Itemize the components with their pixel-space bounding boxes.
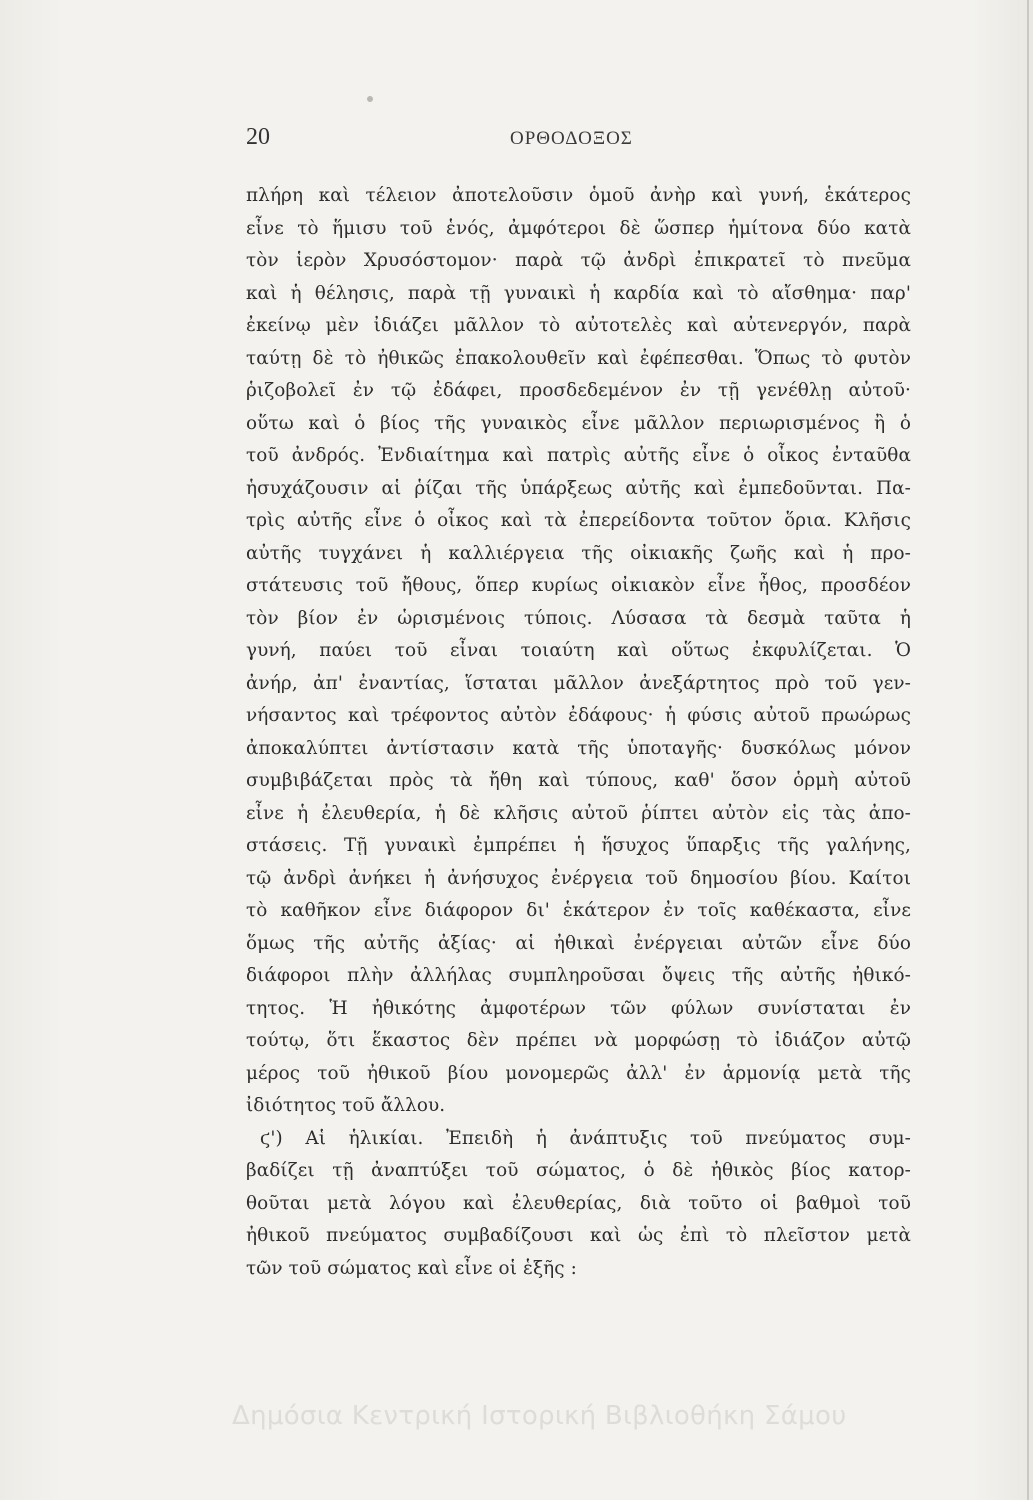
text-line: ἠθικοῦ πνεύματος συμβαδίζουσι καὶ ὡς ἐπὶ τὸ πλεῖστον μετὰ bbox=[246, 1225, 911, 1246]
text-line: τὸ καθῆκον εἶνε διάφορον δι' ἑκάτερον ἐν τοῖς καθέκαστα, εἶνε bbox=[246, 900, 911, 921]
text-line: ἀποκαλύπτει ἀντίστασιν κατὰ τῆς ὑποταγῆς· δυσκόλως μόνον bbox=[246, 737, 911, 759]
text-line: εἶνε τὸ ἥμισυ τοῦ ἑνός, ἀμφότεροι δὲ ὥσπερ ἡμίτονα δύο κατὰ bbox=[246, 217, 911, 239]
text-line: ὅμως τῆς αὐτῆς ἀξίας· αἱ ἠθικαὶ ἐνέργειαι αὐτῶν εἶνε δύο bbox=[246, 932, 911, 954]
text-line: εἶνε ἡ ἐλευθερία, ἡ δὲ κλῆσις αὐτοῦ ῥίπτει αὐτὸν εἰς τὰς ἀπο- bbox=[246, 802, 911, 824]
paper-speck bbox=[367, 96, 373, 102]
text-line: αὐτῆς τυγχάνει ἡ καλλιέργεια τῆς οἰκιακῆς ζωῆς καὶ ἡ προ- bbox=[246, 542, 911, 564]
text-line: ταύτῃ δὲ τὸ ἠθικῶς ἐπακολουθεῖν καὶ ἐφέπεσθαι. Ὅπως τὸ φυτὸν bbox=[246, 347, 911, 369]
text-line: οὕτω καὶ ὁ βίος τῆς γυναικὸς εἶνε μᾶλλον περιωρισμένος ἢ ὁ bbox=[246, 412, 911, 434]
text-line: ἀνήρ, ἀπ' ἐναντίας, ἵσταται μᾶλλον ἀνεξάρτητος πρὸ τοῦ γεν- bbox=[246, 672, 911, 694]
text-line: τοῦ ἀνδρός. Ἐνδιαίτημα καὶ πατρὶς αὐτῆς εἶνε ὁ οἶκος ἐνταῦθα bbox=[246, 445, 911, 466]
text-line: πλήρη καὶ τέλειον ἀποτελοῦσιν ὁμοῦ ἀνὴρ καὶ γυνή, ἑκάτερος bbox=[246, 185, 911, 206]
text-line: τούτῳ, ὅτι ἕκαστος δὲν πρέπει νὰ μορφώσῃ τὸ ἰδιάζον αὐτῷ bbox=[246, 1030, 911, 1051]
text-line: τρὶς αὐτῆς εἶνε ὁ οἶκος καὶ τὰ ἐπερείδοντα τοῦτον ὅρια. Κλῆσις bbox=[246, 510, 911, 531]
text-line: μέρος τοῦ ἠθικοῦ βίου μονομερῶς ἀλλ' ἐν ἁρμονίᾳ μετὰ τῆς bbox=[246, 1062, 911, 1084]
text-line: γυνή, παύει τοῦ εἶναι τοιαύτη καὶ οὕτως ἐκφυλίζεται. Ὁ bbox=[246, 640, 911, 661]
library-watermark: Δημόσια Κεντρική Ιστορική Βιβλιοθήκη Σάμου bbox=[232, 1401, 847, 1431]
text-line: τητος. Ἡ ἠθικότης ἀμφοτέρων τῶν φύλων συνίσταται ἐν bbox=[246, 997, 911, 1019]
text-line: ῥιζοβολεῖ ἐν τῷ ἐδάφει, προσδεδεμένον ἐν τῇ γενέθλῃ αὐτοῦ· bbox=[246, 380, 911, 401]
text-line: τῷ ἀνδρὶ ἀνήκει ἡ ἀνήσυχος ἐνέργεια τοῦ δημοσίου βίου. Καίτοι bbox=[246, 867, 911, 889]
body-text bbox=[246, 180, 911, 1285]
text-line: στάτευσις τοῦ ἤθους, ὅπερ κυρίως οἰκιακὸν εἶνε ἦθος, προσδέον bbox=[246, 575, 911, 596]
text-line: ἰδιότητος τοῦ ἄλλου. bbox=[246, 1095, 446, 1116]
text-line: τῶν τοῦ σώματος καὶ εἶνε οἱ ἑξῆς : bbox=[246, 1257, 577, 1279]
text-line: νήσαντος καὶ τρέφοντος αὐτὸν ἐδάφους· ἡ φύσις αὐτοῦ πρωώρως bbox=[246, 705, 911, 726]
section-heading-line: ϛ') Αἱ ἡλικίαι. Ἐπειδὴ ἡ ἀνάπτυξις τοῦ πνεύματος συμ- bbox=[260, 1127, 911, 1149]
text-line: στάσεις. Τῇ γυναικὶ ἐμπρέπει ἡ ἥσυχος ὕπαρξις τῆς γαλήνης, bbox=[246, 835, 911, 856]
text-line: βαδίζει τῇ ἀναπτύξει τοῦ σώματος, ὁ δὲ ἠθικὸς βίος κατορ- bbox=[246, 1160, 911, 1181]
page-header bbox=[246, 124, 746, 154]
text-line: ἐκείνῳ μὲν ἰδιάζει μᾶλλον τὸ αὐτοτελὲς καὶ αὐτενεργόν, παρὰ bbox=[246, 315, 911, 336]
text-line: τὸν βίον ἐν ὡρισμένοις τύποις. Λύσασα τὰ δεσμὰ ταῦτα ἡ bbox=[246, 607, 911, 629]
text-line: καὶ ἡ θέλησις, παρὰ τῇ γυναικὶ ἡ καρδία καὶ τὸ αἴσθημα· παρ' bbox=[246, 282, 911, 304]
running-title: ΟΡΘΟΔΟΞΟΣ bbox=[510, 128, 633, 149]
page-edge-shadow bbox=[1027, 0, 1029, 1500]
text-line: τὸν ἱερὸν Χρυσόστομον· παρὰ τῷ ἀνδρὶ ἐπικρατεῖ τὸ πνεῦμα bbox=[246, 250, 911, 271]
text-line: διάφοροι πλὴν ἀλλήλας συμπληροῦσαι ὄψεις τῆς αὐτῆς ἠθικό- bbox=[246, 965, 911, 986]
text-line: θοῦται μετὰ λόγου καὶ ἐλευθερίας, διὰ τοῦτο οἱ βαθμοὶ τοῦ bbox=[246, 1192, 911, 1214]
text-line: συμβιβάζεται πρὸς τὰ ἤθη καὶ τύπους, καθ' ὅσον ὁρμὴ αὐτοῦ bbox=[246, 770, 911, 791]
text-line: ἡσυχάζουσιν αἱ ῥίζαι τῆς ὑπάρξεως αὐτῆς καὶ ἐμπεδοῦνται. Πα- bbox=[246, 477, 911, 499]
page-number: 20 bbox=[246, 124, 270, 150]
